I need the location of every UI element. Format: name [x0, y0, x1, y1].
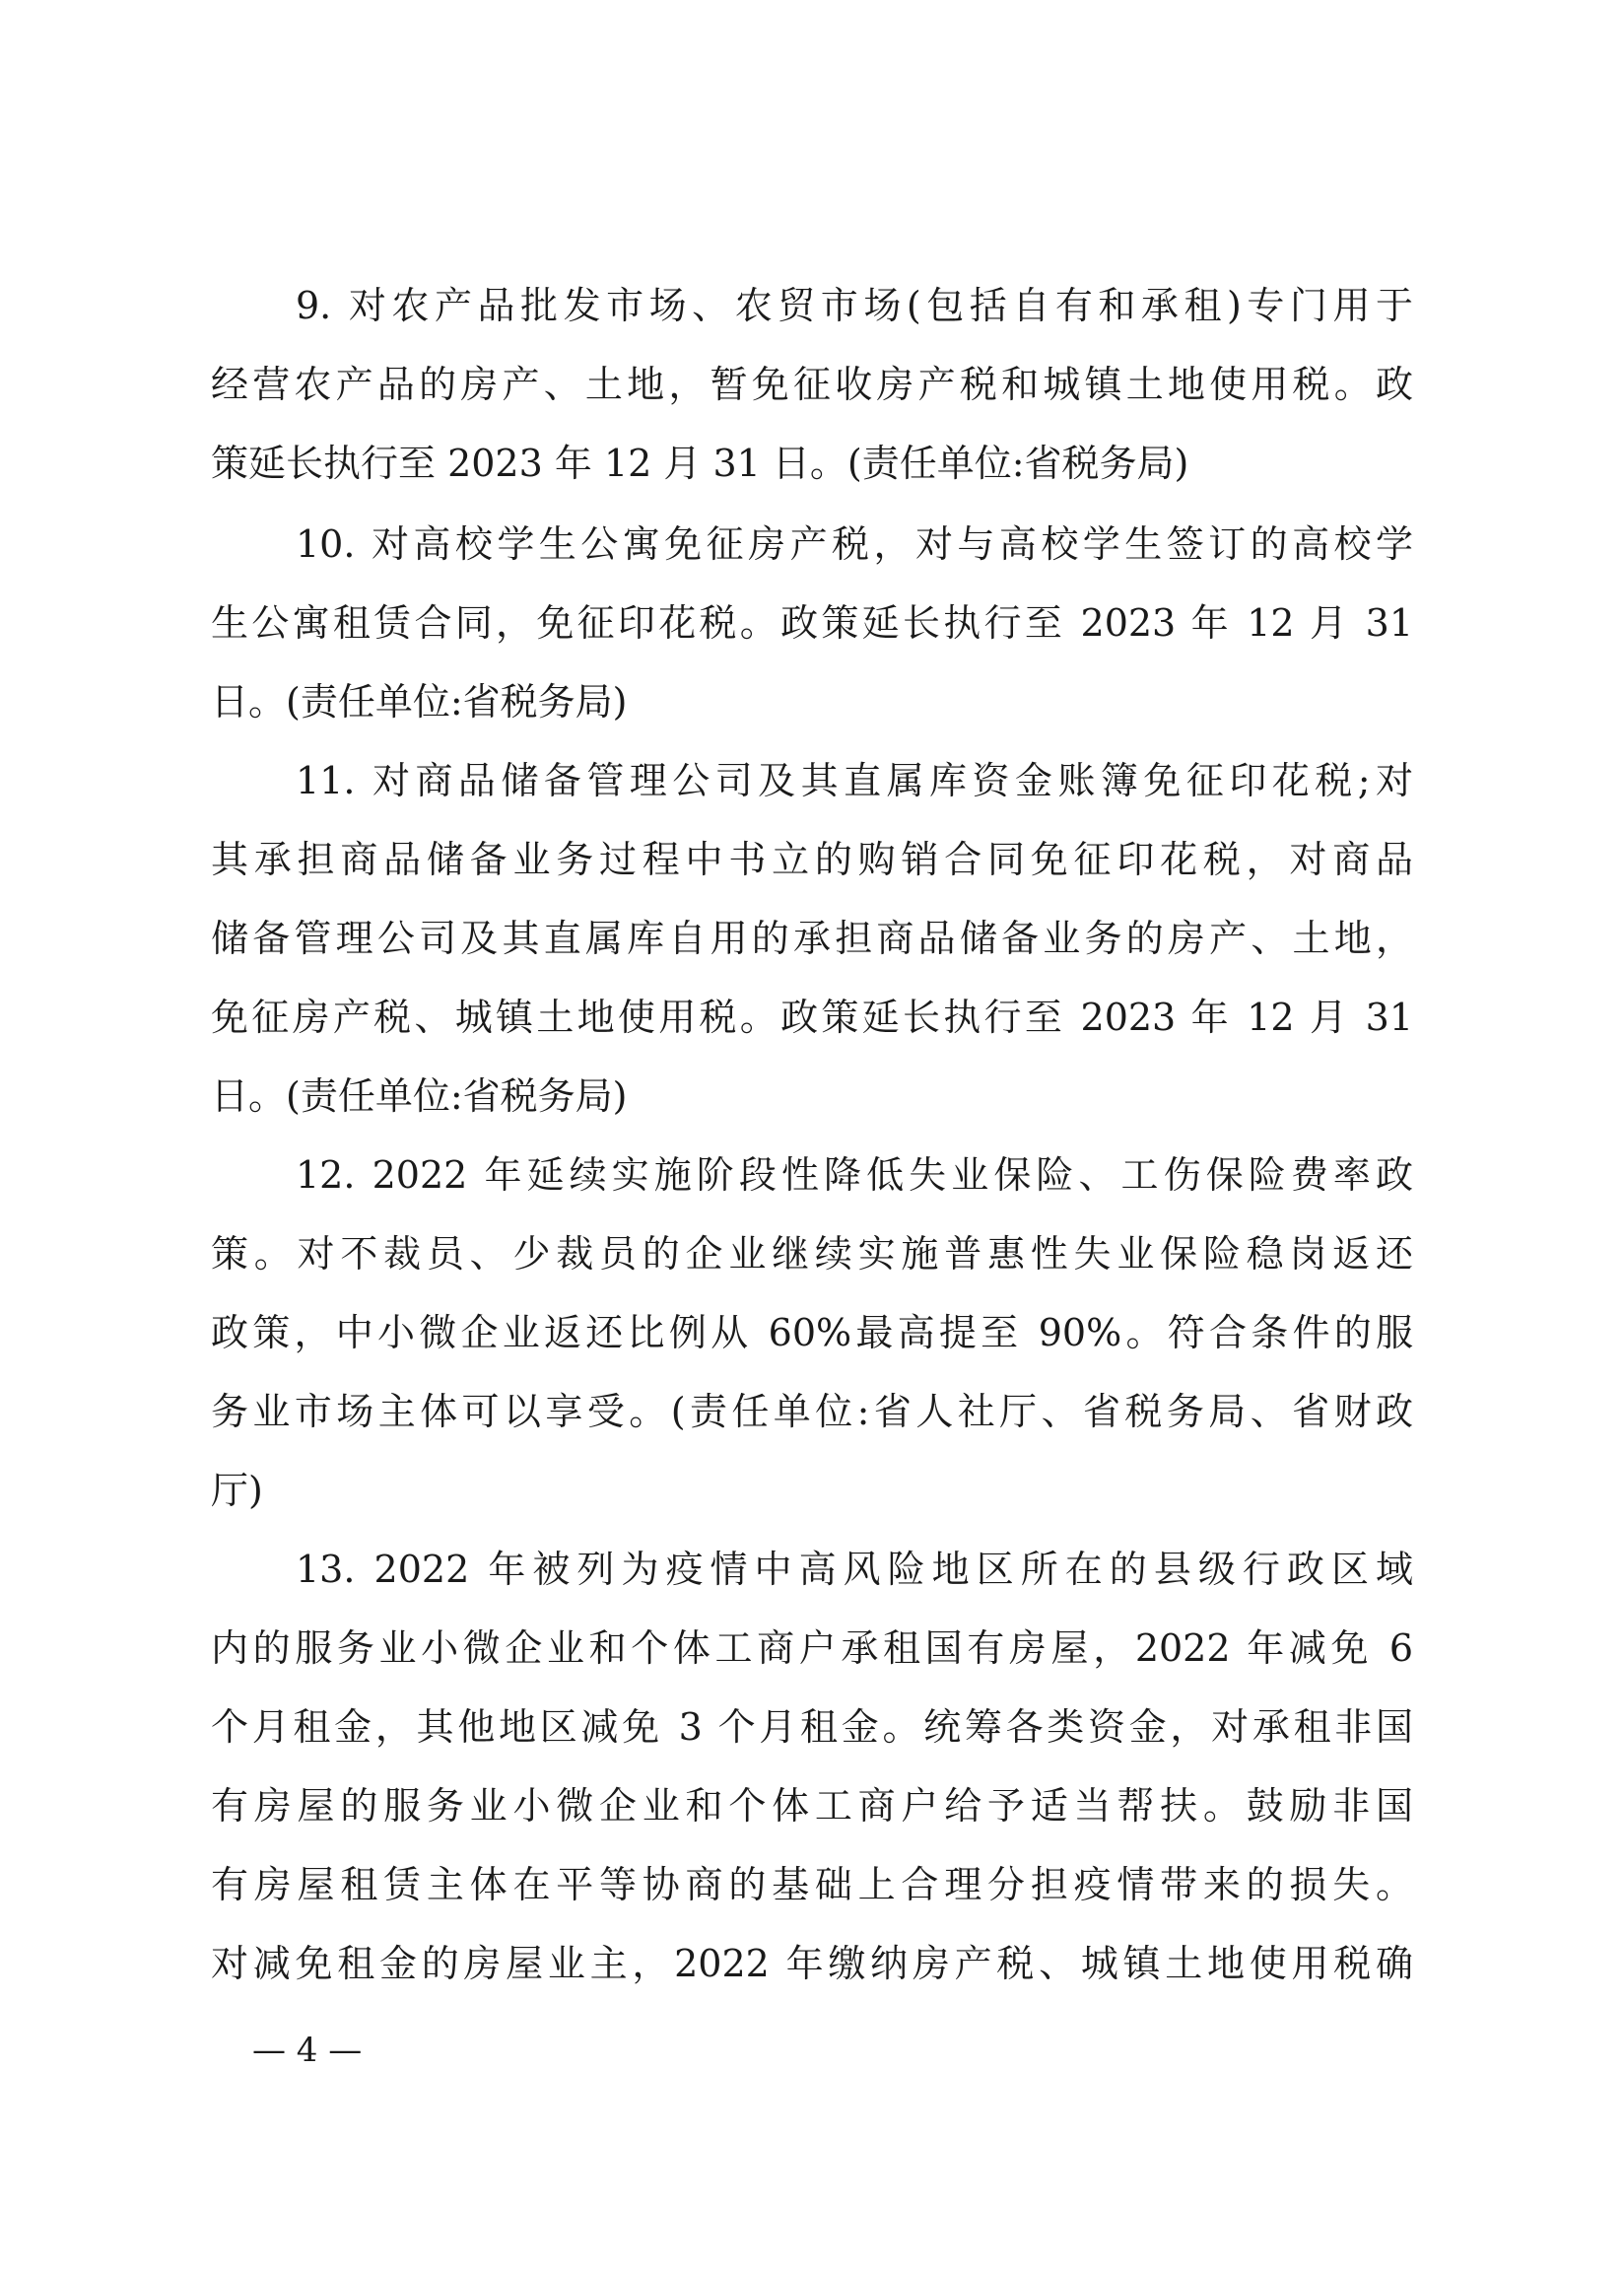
paragraph-12-line-4: 务业市场主体可以享受。(责任单位:省人社厅、省税务局、省财政: [211, 1390, 1413, 1433]
paragraph-13-line-1: 13. 2022 年被列为疫情中高风险地区所在的县级行政区域: [296, 1548, 1413, 1591]
paragraph-12-line-3: 政策，中小微企业返还比例从 60%最高提至 90%。符合条件的服: [211, 1311, 1413, 1354]
paragraph-12-line-2: 策。对不裁员、少裁员的企业继续实施普惠性失业保险稳岗返还: [211, 1232, 1413, 1276]
paragraph-10-line-2: 生公寓租赁合同，免征印花税。政策延长执行至 2023 年 12 月 31: [211, 601, 1413, 645]
paragraph-12-line-1: 12. 2022 年延续实施阶段性降低失业保险、工伤保险费率政: [296, 1153, 1413, 1197]
paragraph-9-line-2: 经营农产品的房产、土地，暂免征收房产税和城镇土地使用税。政: [211, 363, 1413, 406]
paragraph-13-line-4: 有房屋的服务业小微企业和个体工商户给予适当帮扶。鼓励非国: [211, 1784, 1413, 1828]
paragraph-11-line-2: 其承担商品储备业务过程中书立的购销合同免征印花税，对商品: [211, 838, 1413, 881]
paragraph-13-line-2: 内的服务业小微企业和个体工商户承租国有房屋，2022 年减免 6: [211, 1626, 1413, 1670]
paragraph-9-line-1: 9. 对农产品批发市场、农贸市场(包括自有和承租)专门用于: [296, 284, 1413, 327]
paragraph-13-line-3: 个月租金，其他地区减免 3 个月租金。统筹各类资金，对承租非国: [211, 1705, 1413, 1749]
paragraph-13-line-5: 有房屋租赁主体在平等协商的基础上合理分担疫情带来的损失。: [211, 1863, 1413, 1906]
paragraph-10-line-1: 10. 对高校学生公寓免征房产税，对与高校学生签订的高校学: [296, 522, 1413, 566]
paragraph-9-line-3: 策延长执行至 2023 年 12 月 31 日。(责任单位:省税务局): [211, 442, 1189, 485]
paragraph-12-line-5: 厅): [211, 1469, 263, 1512]
paragraph-10-line-3: 日。(责任单位:省税务局): [211, 680, 628, 724]
paragraph-11-line-5: 日。(责任单位:省税务局): [211, 1074, 628, 1118]
paragraph-11-line-4: 免征房产税、城镇土地使用税。政策延长执行至 2023 年 12 月 31: [211, 996, 1413, 1039]
paragraph-11-line-1: 11. 对商品储备管理公司及其直属库资金账簿免征印花税;对: [296, 759, 1413, 802]
paragraph-11-line-3: 储备管理公司及其直属库自用的承担商品储备业务的房产、土地，: [211, 917, 1413, 960]
paragraph-13-line-6: 对减免租金的房屋业主，2022 年缴纳房产税、城镇土地使用税确: [211, 1942, 1413, 1985]
page-number: — 4 —: [252, 2031, 363, 2070]
